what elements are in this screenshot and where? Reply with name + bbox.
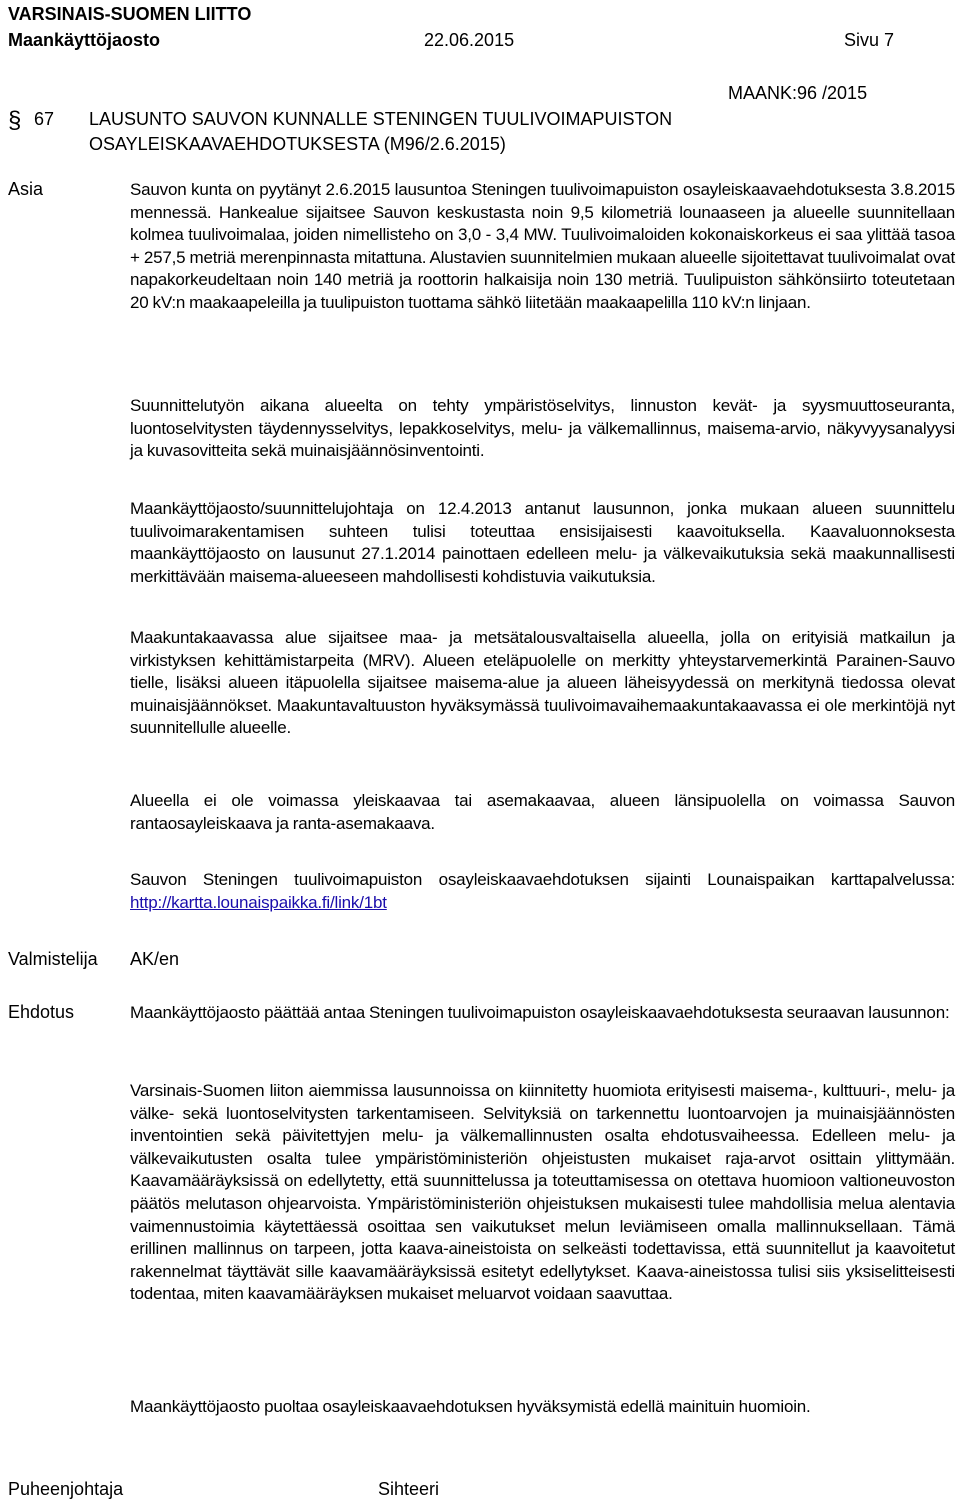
asia-paragraph-2: Suunnittelutyön aikana alueelta on tehty ympäristöselvitys, linnuston kevät- ja syysmuuttoseuranta, luontoselvitysten täydennysselvitys, lepakkoselvitys, melu- ja välkemallinnus, maisema-arvio, näkyvyysanalyysi ja kuvasovitteita sekä muinaisjäännösinventointi. [130,396,955,461]
item-title-line-1: LAUSUNTO SAUVON KUNNALLE STENINGEN TUULIVOIMAPUISTON [89,109,673,129]
asia-paragraph-3: Maankäyttöjaosto/suunnittelujohtaja on 12.4.2013 antanut lausunnon, jonka mukaan alueen suunnittelu tuulivoimarakentamisen suhteen tulisi toteuttaa ensisijaisesti kaavoituksella. Kaavaluonnoksesta maankäyttöjaosto on lausunut 27.1.2014 painottaen edelleen melu- ja välkevaikutuksia sekä maakunnallisesti merkittävään maisema-alueeseen mahdollisesti kohdistuvia vaikutuksia. [130,499,955,586]
organization-name: VARSINAIS-SUOMEN LIITTO [8,4,252,24]
item-title-line-2: OSAYLEISKAAVAEHDOTUKSESTA (M96/2.6.2015) [89,134,506,154]
valmistelija-value: AK/en [130,949,180,969]
label-ehdotus: Ehdotus [8,1002,75,1022]
asia-paragraph-5: Alueella ei ole voimassa yleiskaavaa tai asemakaavaa, alueen länsipuolella on voimassa Sauvon rantaosayleiskaava ja ranta-asemakaava. [130,791,955,833]
asia-paragraph-6 [130,869,955,914]
meeting-date: 22.06.2015 [424,30,515,50]
ehdotus-paragraph-2: Varsinais-Suomen liiton aiemmissa lausunnoissa on kiinnitetty huomiota erityisesti maisema-, kulttuuri-, melu- ja välke- sekä luontoselvitysten tarkentamiseen. Selvityksiä on tarkennettu luontoarvojen ja muinaisjäännösten inventointien sekä päivitettyjen melu- ja välkemallinnusten osalta ehdotusvaiheessa. Edelleen melu- ja välkevaikutusten osalta tulee ympäristöministeriön ohjeistusten mukaiset raja-arvot osittain ylittymään. Kaavamääräyksissä on edellytetty, että suunnittelussa ja toteuttamisessa on otettava huomioon valtioneuvoston päätös melutason ohjearvoista. Ympäristöministeriön ohjeistuksen mukaisesti tulee mahdollisia melua alentavia vaimennustoimia käytettäessä osoittaa sen vaikutukset melun leviämiseen omalla mallinnuksellaan. Tämä erillinen mallinnus on tarpeen, jotta kaava-aineistoista on selkeästi todettavissa, että suunnitellut ja kaavoitetut rakennelmat täyttävät sille kaavamääräyksissä esitetyt edellytykset. Kaava-aineistossa tulisi siis yksiselitteisesti todentaa, miten kaavamääräyksen mukaiset meluarvot voidaan saavuttaa. [130,1081,955,1304]
ehdotus-paragraph-3: Maankäyttöjaosto puoltaa osayleiskaavaehdotuksen hyväksymistä edellä mainituin huomioin. [130,1397,811,1416]
section-sign-icon: § [8,107,22,134]
asia-paragraph-1: Sauvon kunta on pyytänyt 2.6.2015 lausuntoa Steningen tuulivoimapuiston osayleiskaavaehdotuksesta 3.8.2015 mennessä. Hankealue sijaitsee Sauvon keskustasta noin 9,5 kilometriä lounaaseen ja alueelle suunnitellaan kolmea tuulivoimalaa, joiden nimellisteho on 3,0 - 3,4 MW. Tuulivoimaloiden kokonaiskorkeus ei saa ylittää tasoa + 257,5 metriä merenpinnasta mitattuna. Alustavien suunnitelmien mukaan alueelle sijoitettavat tuulivoimalat ovat napakorkeudeltaan noin 140 metriä ja roottorin halkaisija noin 130 metriä. Tuulipuiston sähkönsiirto toteutetaan 20 kV:n maakaapeleilla ja tuulipuiston tuottama sähkö liitetään maakaapelilla 110 kV:n linjaan. [130,180,955,312]
map-service-text: Sauvon Steningen tuulivoimapuiston osayleiskaavaehdotuksen sijainti Lounaispaikan karttapalvelussa: [130,870,955,889]
item-reference: MAANK:96 /2015 [728,83,868,103]
asia-paragraph-4: Maakuntakaavassa alue sijaitsee maa- ja metsätalousvaltaisella alueella, jolla on erityisiä matkailun ja virkistyksen kehittämistarpeita (MRV). Alueen eteläpuolelle on merkitty yhteystarvemerkintä Parainen-Sauvo tielle, lisäksi alueen itäpuolella sijaitsee maisema-alue ja alueen läheisyydessä on merkitynä tiedossa olevat muinaisjäännökset. Maakuntavaltuuston hyväksymässä tuulivoimavaihemaakuntakaavassa ei ole merkintöjä nyt suunnitellulle alueelle. [130,628,955,738]
item-number: 67 [34,109,55,129]
label-asia: Asia [8,179,44,199]
committee-name: Maankäyttöjaosto [8,30,161,50]
ehdotus-paragraph-1: Maankäyttöjaosto päättää antaa Steningen tuulivoimapuiston osayleiskaavaehdotuksesta seuraavan lausunnon: [130,1003,950,1022]
label-sihteeri: Sihteeri [378,1479,440,1499]
label-puheenjohtaja: Puheenjohtaja [8,1479,124,1499]
map-service-link[interactable]: http://kartta.lounaispaikka.fi/link/1bt [130,892,387,912]
label-valmistelija: Valmistelija [8,949,98,969]
page-number: Sivu 7 [844,30,895,50]
